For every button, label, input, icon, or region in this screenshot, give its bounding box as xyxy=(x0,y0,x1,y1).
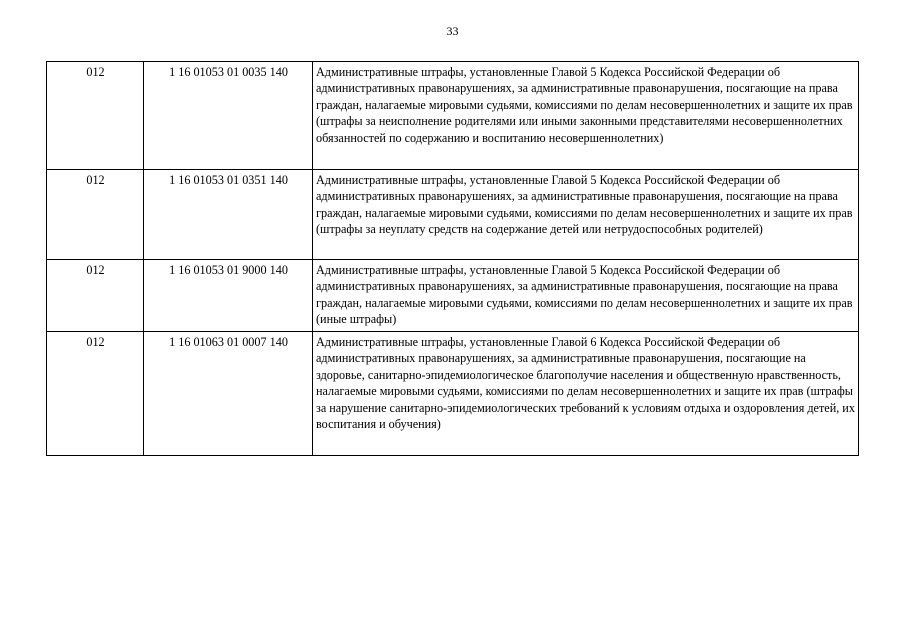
table-row xyxy=(47,170,859,260)
budget-classification-table xyxy=(46,61,859,456)
table-row xyxy=(47,62,859,170)
kbk-code-cell: 1 16 01053 01 0351 140 xyxy=(144,170,313,260)
description-cell: Административные штрафы, установленные Главой 6 Кодекса Российской Федерации об административных правонарушениях, за административные правонарушения, посягающие на здоровье, санитарно-эпидемиологическое благополучие населения и общественную нравственность, налагаемые мировыми судьями, комиссиями по делам несовершеннолетних и защите их прав (штрафы за нарушение санитарно-эпидемиологических требований к условиям отдыха и оздоровления детей, их воспитания и обучения) xyxy=(313,332,859,456)
administrator-code-cell: 012 xyxy=(47,62,144,170)
kbk-code-cell: 1 16 01053 01 0035 140 xyxy=(144,62,313,170)
table-row xyxy=(47,332,859,456)
page-number: 33 xyxy=(446,24,459,38)
description-cell: Административные штрафы, установленные Главой 5 Кодекса Российской Федерации об административных правонарушениях, за административные правонарушения, посягающие на права граждан, налагаемые мировыми судьями, комиссиями по делам несовершеннолетних и защите их прав (штрафы за неисполнение родителями или иными законными представителями несовершеннолетних обязанностей по содержанию и воспитанию несовершеннолетних) xyxy=(313,62,859,170)
description-cell: Административные штрафы, установленные Главой 5 Кодекса Российской Федерации об административных правонарушениях, за административные правонарушения, посягающие на права граждан, налагаемые мировыми судьями, комиссиями по делам несовершеннолетних и защите их прав (иные штрафы) xyxy=(313,260,859,332)
description-cell: Административные штрафы, установленные Главой 5 Кодекса Российской Федерации об административных правонарушениях, за административные правонарушения, посягающие на права граждан, налагаемые мировыми судьями, комиссиями по делам несовершеннолетних и защите их прав (штрафы за неуплату средств на содержание детей или нетрудоспособных родителей) xyxy=(313,170,859,260)
administrator-code-cell: 012 xyxy=(47,332,144,456)
administrator-code-cell: 012 xyxy=(47,170,144,260)
table-row xyxy=(47,260,859,332)
administrator-code-cell: 012 xyxy=(47,260,144,332)
kbk-code-cell: 1 16 01063 01 0007 140 xyxy=(144,332,313,456)
kbk-code-cell: 1 16 01053 01 9000 140 xyxy=(144,260,313,332)
